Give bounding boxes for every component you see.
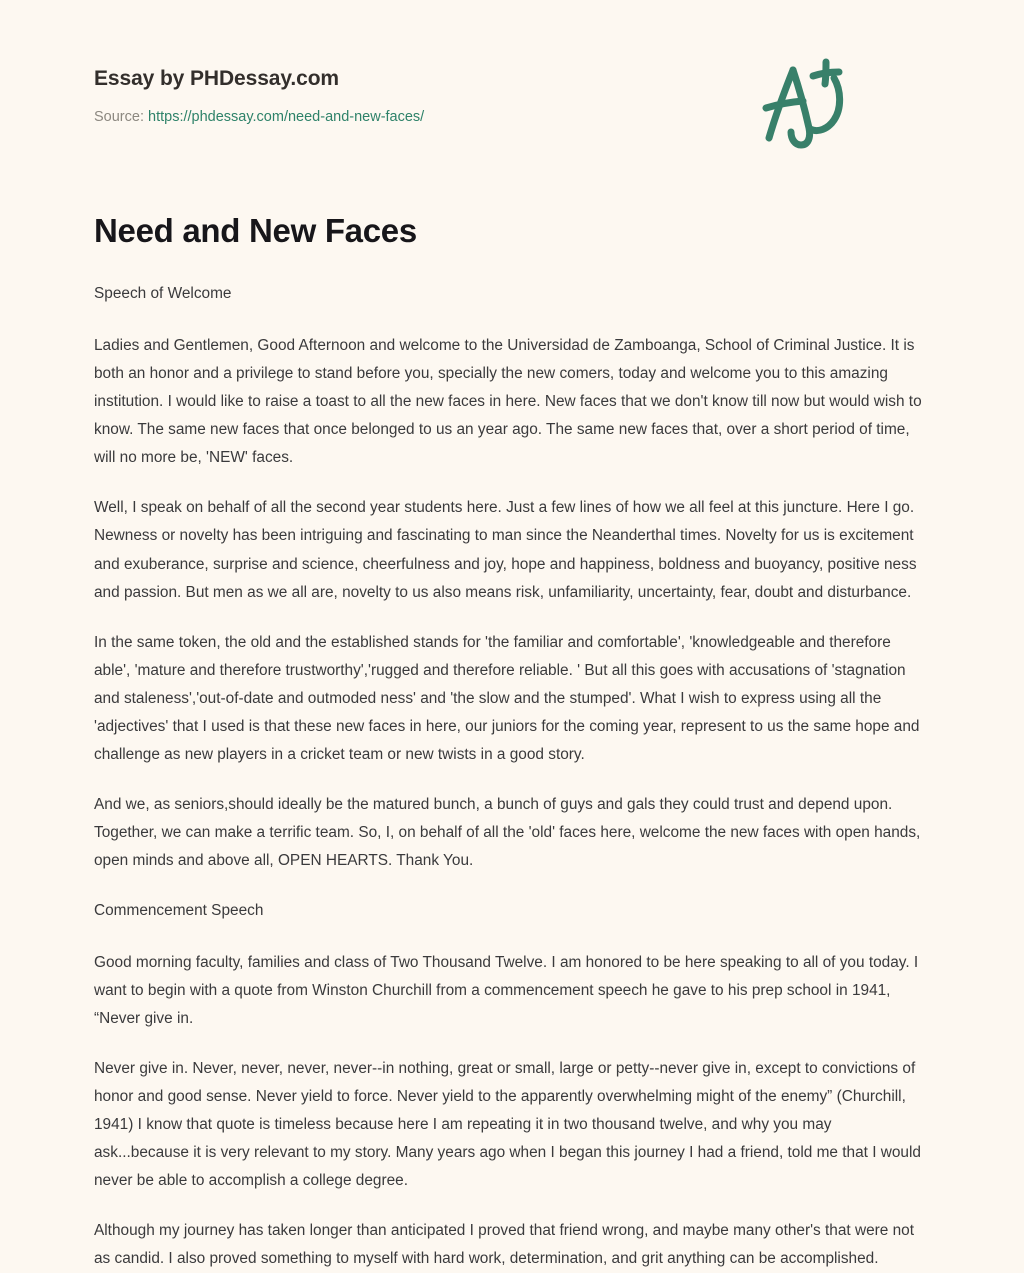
page-title: Need and New Faces [94, 212, 417, 249]
paragraph-novelty: Well, I speak on behalf of all the second year students here. Just a few lines of how we all feel at this juncture. Here I go. Newness or novelty has been intriguing and fascinating to man since the Neanderthal times. Novelty for us is excitement and exuberance, surprise and science, cheerfulness and joy, hope and happiness, boldness and buoyancy, positive ness and passion. But men as we all are, novelty to us also means risk, unfamiliarity, uncertainty, fear, doubt and disturbance. [94, 499, 917, 601]
paragraph-speech-of-welcome-heading: Speech of Welcome [94, 285, 232, 303]
paragraph-journey-closing: Although my journey has taken longer than anticipated I proved that friend wrong, and maybe many other's that were not as candid. I also proved something to myself with hard work, determination, and grit anything can be accomplished. [94, 1222, 914, 1268]
paragraph-churchill-quote: Never give in. Never, never, never, never--in nothing, great or small, large or petty--never give in, except to convictions of honor and good sense. Never yield to force. Never yield to the apparently overwhelming might of the enemy” (Churchill, 1941) I know that quote is timeless because here I am repeating it in two thousand twelve, and why you may ask...because it is very relevant to my story. Many years ago when I began this journey I had a friend, told me that I would never be able to accomplish a college degree. [94, 1059, 921, 1190]
source-url-link[interactable]: https://phdessay.com/need-and-new-faces/ [148, 109, 425, 126]
a-plus-logo-icon [752, 56, 856, 152]
paragraph-welcome-intro: Ladies and Gentlemen, Good Afternoon and welcome to the Universidad de Zamboanga, School of Criminal Justice. It is both an honor and a privilege to stand before you, specially the new comers, today and welcome you to this amazing institution. I would like to raise a toast to all the new faces in here. New faces that we don't know till now but would wish to know. The same new faces that once belonged to us an year ago. The same new faces that, over a short period of time, will no more be, 'NEW' faces. [94, 337, 922, 467]
page-header [94, 0, 930, 128]
brand-title: Essay by PHDessay.com [94, 67, 339, 90]
source-label: Source: [94, 109, 144, 126]
paragraph-seniors-closing: And we, as seniors,should ideally be the matured bunch, a bunch of guys and gals they could trust and depend upon. Together, we can make a terrific team. So, I, on behalf of all the 'old' faces here, welcome the new faces with open hands, open minds and above all, OPEN HEARTS. Thank You. [94, 795, 921, 869]
paragraph-commencement-intro: Good morning faculty, families and class of Two Thousand Twelve. I am honored to be here speaking to all of you today. I want to begin with a quote from Winston Churchill from a commencement speech he gave to his prep school in 1941, “Never give in. [94, 953, 919, 1027]
essay-body [94, 251, 930, 1273]
paragraph-old-and-established: In the same token, the old and the established stands for 'the familiar and comfortable', 'knowledgeable and therefore able', 'mature and therefore trustworthy','rugged and therefore reliable. ' But all this goes with accusations of 'stagnation and staleness','out-of-date and outmoded ness' and 'the slow and the stumped'. What I wish to express using all the 'adjectives' that I used is that these new faces in here, our juniors for the coming year, represent to us the same hope and challenge as new players in a cricket team or new twists in a good story. [94, 633, 920, 763]
paragraph-commencement-speech-heading: Commencement Speech [94, 901, 264, 919]
